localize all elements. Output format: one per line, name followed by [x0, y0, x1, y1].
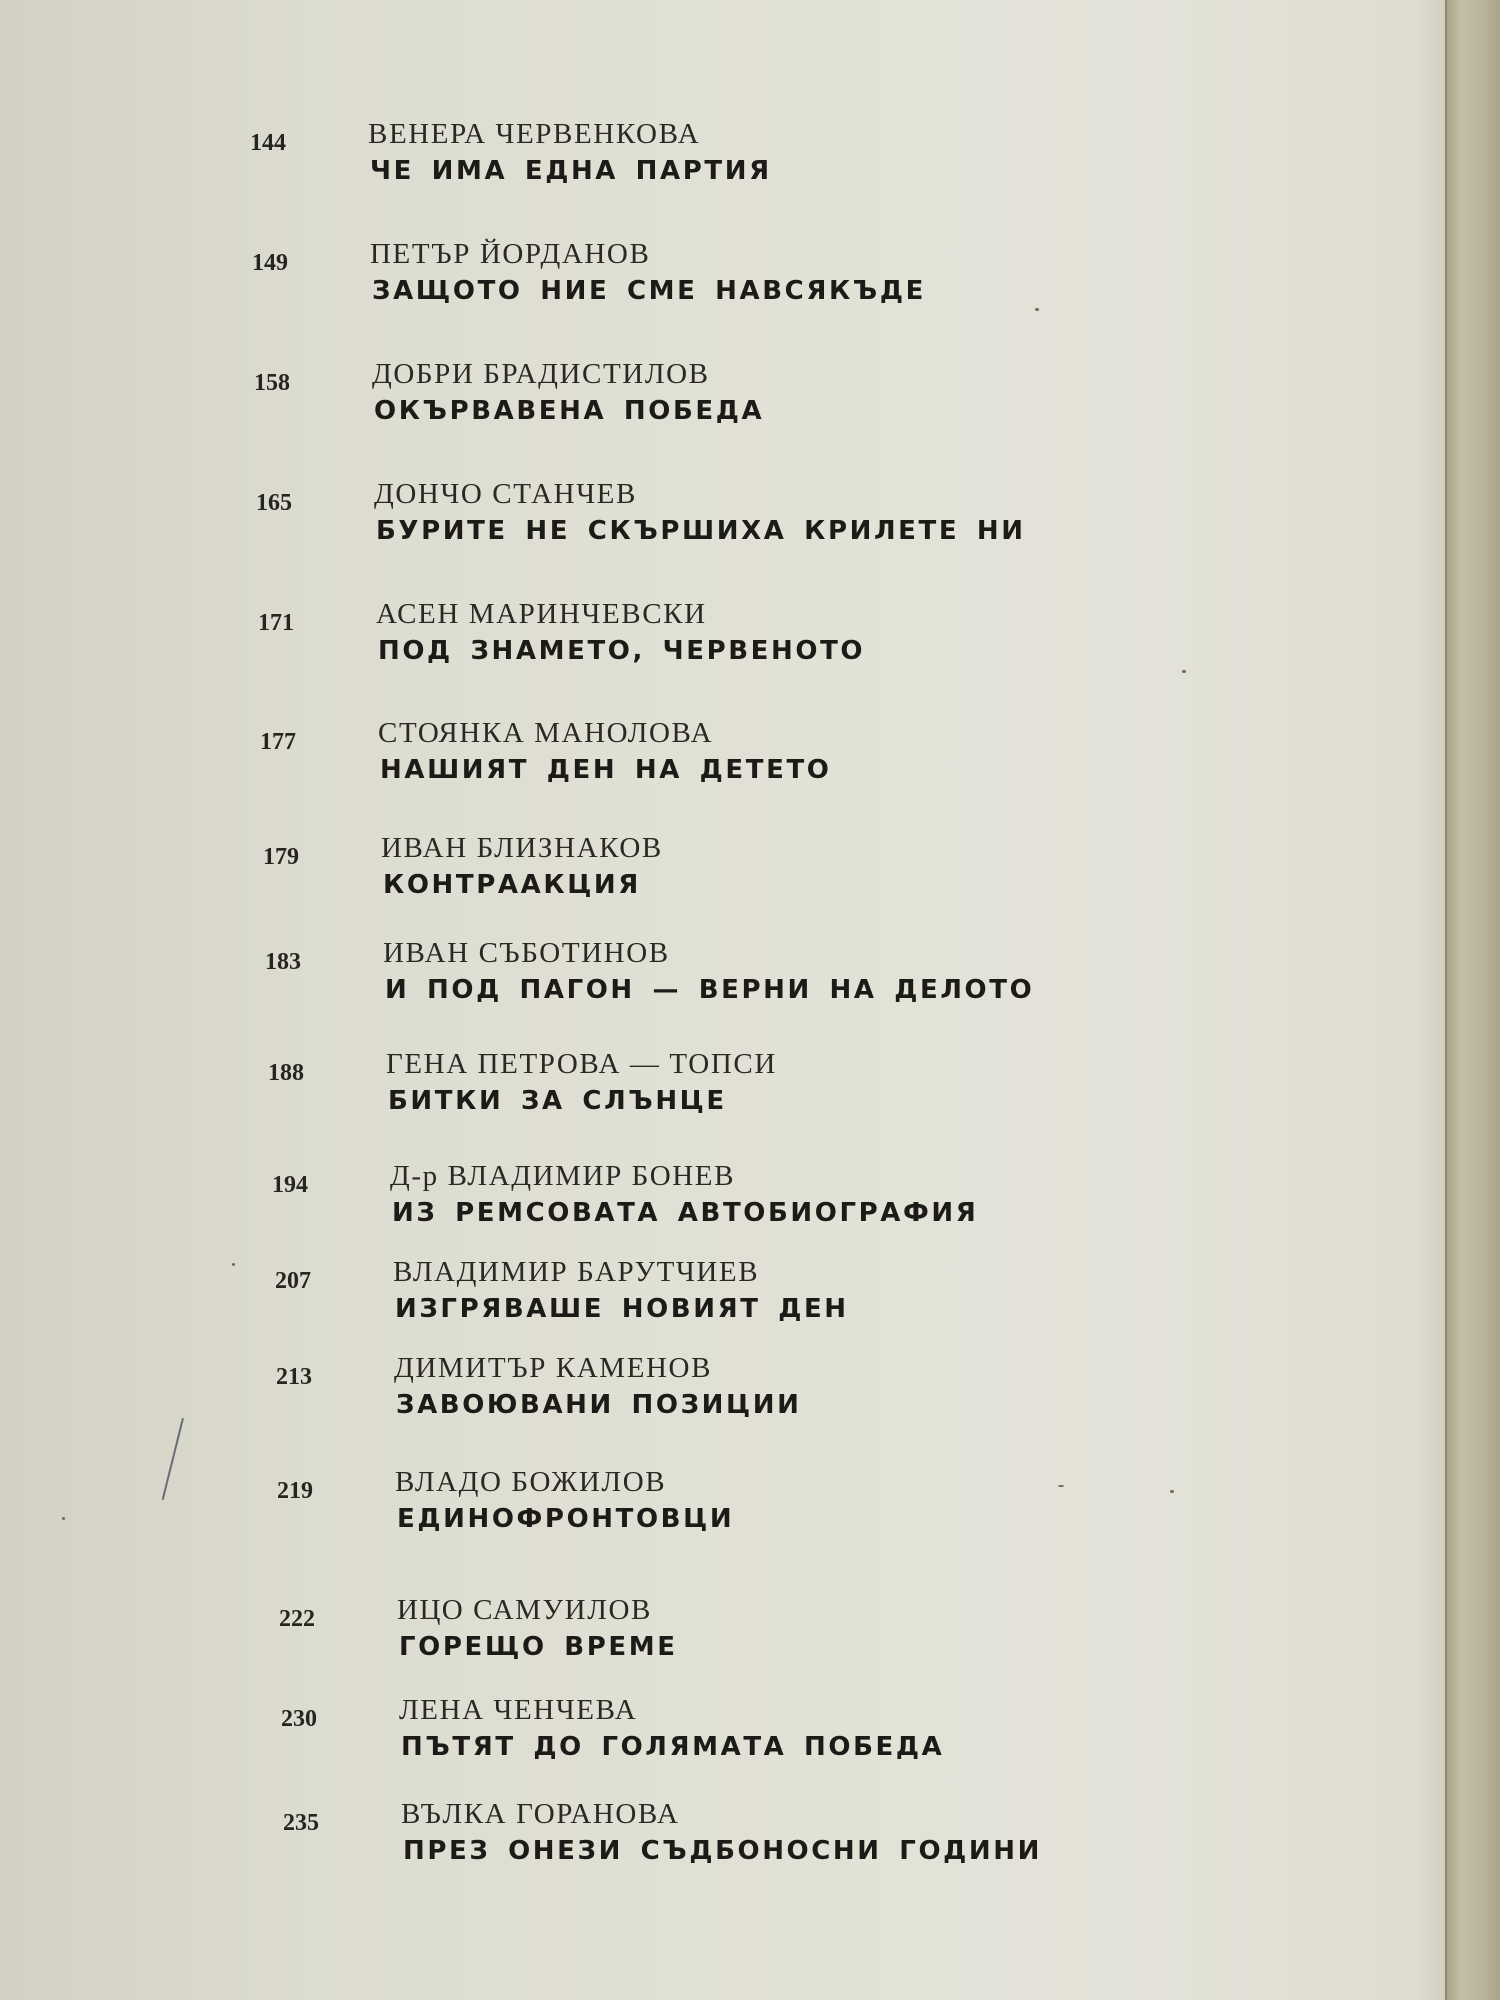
- page-edge-line: [1445, 0, 1447, 2000]
- page-number: 158: [254, 370, 290, 396]
- author-name: ИВАН БЛИЗНАКОВ: [381, 832, 663, 864]
- chapter-title: БУРИТЕ НЕ СКЪРШИХА КРИЛЕТЕ НИ: [376, 516, 1026, 546]
- author-name: ВЕНЕРА ЧЕРВЕНКОВА: [368, 118, 701, 150]
- pen-mark: [162, 1418, 184, 1500]
- author-name: АСЕН МАРИНЧЕВСКИ: [376, 598, 707, 630]
- book-edge: [1445, 0, 1500, 2000]
- paper-speck: [1182, 670, 1186, 673]
- page-number: 230: [281, 1706, 317, 1732]
- paper-speck: [62, 1517, 65, 1520]
- chapter-title: ГОРЕЩО ВРЕМЕ: [399, 1632, 678, 1662]
- author-name: ЛЕНА ЧЕНЧЕВА: [399, 1694, 638, 1726]
- page-number: 171: [258, 610, 294, 636]
- page-number: 177: [260, 729, 296, 755]
- page-number: 183: [265, 949, 301, 975]
- chapter-title: ЕДИНОФРОНТОВЦИ: [397, 1504, 735, 1534]
- author-name: ГЕНА ПЕТРОВА — ТОПСИ: [386, 1048, 777, 1080]
- chapter-title: ОКЪРВАВЕНА ПОБЕДА: [374, 396, 765, 426]
- chapter-title: ЗАЩОТО НИЕ СМЕ НАВСЯКЪДЕ: [372, 276, 926, 306]
- chapter-title: БИТКИ ЗА СЛЪНЦЕ: [388, 1086, 727, 1116]
- page-number: 179: [263, 844, 299, 870]
- chapter-title: ПРЕЗ ОНЕЗИ СЪДБОНОСНИ ГОДИНИ: [403, 1836, 1043, 1866]
- author-name: ВЛАДИМИР БАРУТЧИЕВ: [393, 1256, 760, 1288]
- chapter-title: НАШИЯТ ДЕН НА ДЕТЕТО: [380, 755, 832, 785]
- author-name: ИЦО САМУИЛОВ: [397, 1594, 652, 1626]
- author-name: ДИМИТЪР КАМЕНОВ: [394, 1352, 713, 1384]
- chapter-title: ЗАВОЮВАНИ ПОЗИЦИИ: [396, 1390, 802, 1420]
- author-name: ДОНЧО СТАНЧЕВ: [374, 478, 637, 510]
- page-number: 165: [256, 490, 292, 516]
- paper-speck: [1035, 308, 1039, 311]
- chapter-title: ИЗГРЯВАШЕ НОВИЯТ ДЕН: [395, 1294, 849, 1324]
- chapter-title: И ПОД ПАГОН — ВЕРНИ НА ДЕЛОТО: [385, 975, 1035, 1005]
- page-number: 207: [275, 1268, 311, 1294]
- page-number: 144: [250, 130, 286, 156]
- chapter-title: ПОД ЗНАМЕТО, ЧЕРВЕНОТО: [378, 636, 866, 666]
- page-number: 222: [279, 1606, 315, 1632]
- page-number: 149: [252, 250, 288, 276]
- page-number: 194: [272, 1172, 308, 1198]
- paper-speck: [1058, 1485, 1064, 1487]
- page-number: 219: [277, 1478, 313, 1504]
- author-name: ПЕТЪР ЙОРДАНОВ: [370, 238, 651, 270]
- chapter-title: ПЪТЯТ ДО ГОЛЯМАТА ПОБЕДА: [401, 1732, 945, 1762]
- author-name: ВЪЛКА ГОРАНОВА: [401, 1798, 680, 1830]
- page-number: 213: [276, 1364, 312, 1390]
- author-name: ИВАН СЪБОТИНОВ: [383, 937, 670, 969]
- paper-speck: [1170, 1490, 1174, 1493]
- author-name: СТОЯНКА МАНОЛОВА: [378, 717, 714, 749]
- chapter-title: КОНТРААКЦИЯ: [383, 870, 641, 900]
- chapter-title: ИЗ РЕМСОВАТА АВТОБИОГРАФИЯ: [392, 1198, 979, 1228]
- author-name: ВЛАДО БОЖИЛОВ: [395, 1466, 667, 1498]
- author-name: ДОБРИ БРАДИСТИЛОВ: [372, 358, 710, 390]
- author-name: Д-р ВЛАДИМИР БОНЕВ: [390, 1160, 736, 1192]
- page-number: 235: [283, 1810, 319, 1836]
- chapter-title: ЧЕ ИМА ЕДНА ПАРТИЯ: [370, 156, 772, 186]
- page-number: 188: [268, 1060, 304, 1086]
- paper-speck: [232, 1263, 235, 1266]
